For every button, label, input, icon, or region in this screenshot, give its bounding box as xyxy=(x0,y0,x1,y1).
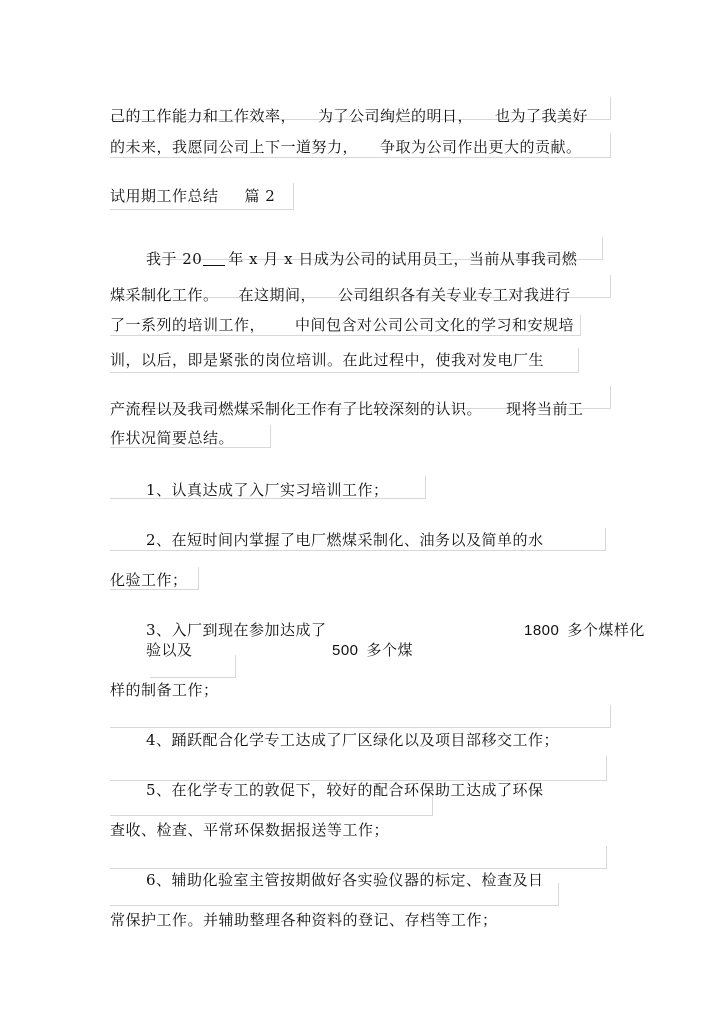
text-line xyxy=(524,620,645,641)
text-segment: 作状况简要总结。 xyxy=(110,429,235,447)
text-line xyxy=(332,640,413,661)
text-segment: 的未来，我愿同公司上下一道努力， xyxy=(110,138,359,156)
text-line xyxy=(110,315,574,335)
list-item-text: 4、踊跃配合化学专工达成了厂区绿化以及项目部移交工作； xyxy=(146,731,560,749)
list-item-text: 5、在化学专工的敦促下，较好的配合环保助工达成了环保 xyxy=(146,781,544,799)
text-line xyxy=(110,910,498,930)
text-segment: 多个煤 xyxy=(366,641,414,659)
text-segment: 查收、检查、平常环保数据报送等工作； xyxy=(110,821,390,839)
text-segment: 公司组织各有关专业专工对我进行 xyxy=(338,286,571,304)
text-line xyxy=(146,640,193,660)
section-heading xyxy=(110,186,275,206)
list-item-text: 6、辅助化验室主管按期做好各实验仪器的标定、检查及日 xyxy=(146,871,544,889)
list-item xyxy=(146,530,544,550)
list-item-text: 2、在短时间内掌握了电厂燃煤采制化、油务以及简单的水 xyxy=(146,531,544,549)
text-line xyxy=(110,570,188,590)
heading-part: 篇 2 xyxy=(244,187,276,205)
text-line xyxy=(146,249,577,269)
text-segment: 年 x 月 x 日成为公司的试用员工，当前从事我司燃 xyxy=(228,250,578,268)
text-segment: 煤采制化工作。 xyxy=(110,286,219,304)
text-segment: 争取为公司作出更大的贡献。 xyxy=(380,138,582,156)
list-item xyxy=(146,480,389,500)
text-segment: 训，以后，即是紧张的岗位培训。在此过程中，使我对发电厂生 xyxy=(110,351,545,369)
text-segment: 中间包含对公司公司文化的学习和安规培 xyxy=(295,316,575,334)
text-segment: 验以及 xyxy=(146,641,193,659)
list-item xyxy=(146,730,559,750)
text-segment: 多个煤样化 xyxy=(567,621,645,639)
text-line xyxy=(110,428,234,448)
text-line xyxy=(110,399,584,419)
text-segment: 样的制备工作； xyxy=(110,681,219,699)
fill-blank xyxy=(203,250,225,266)
text-segment: 了一系列的培训工作， xyxy=(110,316,266,334)
text-line xyxy=(110,680,219,700)
text-segment: 现将当前工 xyxy=(506,400,584,418)
text-line xyxy=(110,285,571,305)
text-segment: 也为了我美好 xyxy=(495,107,589,125)
frame-line xyxy=(110,846,607,869)
text-segment: 己的工作能力和工作效率， xyxy=(110,107,297,125)
text-segment: 为了公司绚烂的明日， xyxy=(318,107,474,125)
frame-line xyxy=(110,756,607,781)
text-line xyxy=(110,820,389,840)
text-line xyxy=(110,350,544,370)
text-segment: 我于 20 xyxy=(146,250,203,268)
frame-line xyxy=(110,705,611,728)
list-item-text: 1、认真达成了入厂实习培训工作； xyxy=(146,481,389,499)
list-item-text: 3、入厂到现在参加达成了 xyxy=(146,621,327,639)
text-line xyxy=(110,106,588,126)
text-segment: 产流程以及我司燃煤采制化工作有了比较深刻的认识。 xyxy=(110,400,483,418)
heading-title: 试用期工作总结 xyxy=(110,187,219,205)
list-item xyxy=(146,620,327,640)
text-segment: 化验工作； xyxy=(110,571,188,589)
list-item xyxy=(146,870,544,890)
text-segment: 常保护工作。并辅助整理各种资料的登记、存档等工作； xyxy=(110,911,498,929)
number-value: 1800 xyxy=(524,622,560,639)
text-line xyxy=(110,137,582,157)
text-segment: 在这期间， xyxy=(238,286,317,304)
list-item xyxy=(146,780,544,800)
number-value: 500 xyxy=(332,642,359,659)
